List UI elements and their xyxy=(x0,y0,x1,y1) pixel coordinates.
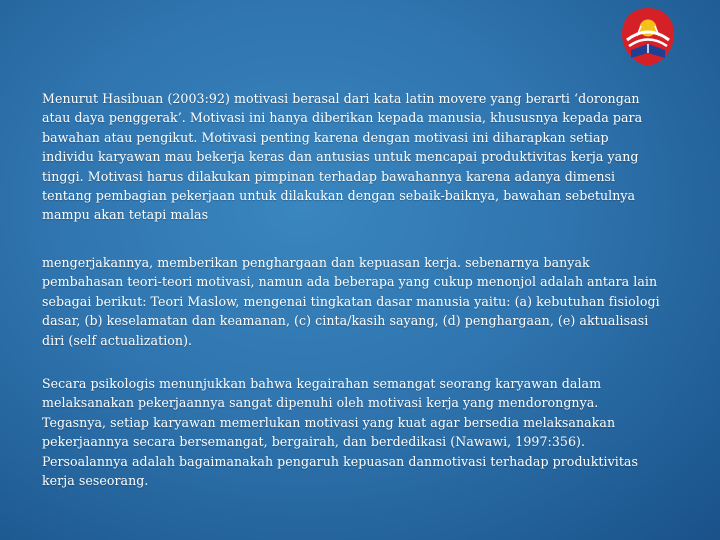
paragraph-3: Secara psikologis menunjukkan bahwa kegairahan semangat seorang karyawan dalam melaksanakan pekerjaannya sangat dipenuhi oleh motivasi kerja yang mendorongnya. Tegasnya, setiap karyawan memerlukan motivasi yang kuat agar bersedia melaksanakan pekerjaannya secara bersemangat, bergairah, dan berdedikasi (Nawawi, 1997:356). Persoalannya adalah bagaimanakah pengaruh kepuasan danmotivasi terhadap produktivitas kerja seseorang. xyxy=(42,376,639,489)
paragraph-2: mengerjakannya, memberikan penghargaan dan kepuasan kerja. sebenarnya banyak pembahasan teori-teori motivasi, namun ada beberapa yang cukup menonjol adalah antara lain sebagai berikut: Teori Maslow, mengenai tingkatan dasar manusia yaitu: (a) kebutuhan fisiologi dasar, (b) keselamatan dan keamanan, (c) cinta/kasih sayang, (d) penghargaan, (e) aktualisasi diri (self actualization). xyxy=(42,255,660,348)
paragraph-1: Menurut Hasibuan (2003:92) motivasi berasal dari kata latin movere yang berarti ‘dorongan atau daya penggerak’. Motivasi ini hanya diberikan kepada manusia, khususnya kepada para bawahan atau pengikut. Motivasi penting karena dengan motivasi ini diharapkan setiap individu karyawan mau bekerja keras dan antusias untuk mencapai produktivitas kerja yang tinggi. Motivasi harus dilakukan pimpinan terhadap bawahannya karena adanya dimensi tentang pembagian pekerjaan untuk dilakukan dengan sebaik-baiknya, bawahan sebetulnya mampu akan tetapi malas xyxy=(42,91,643,223)
university-emblem-icon xyxy=(619,6,677,68)
